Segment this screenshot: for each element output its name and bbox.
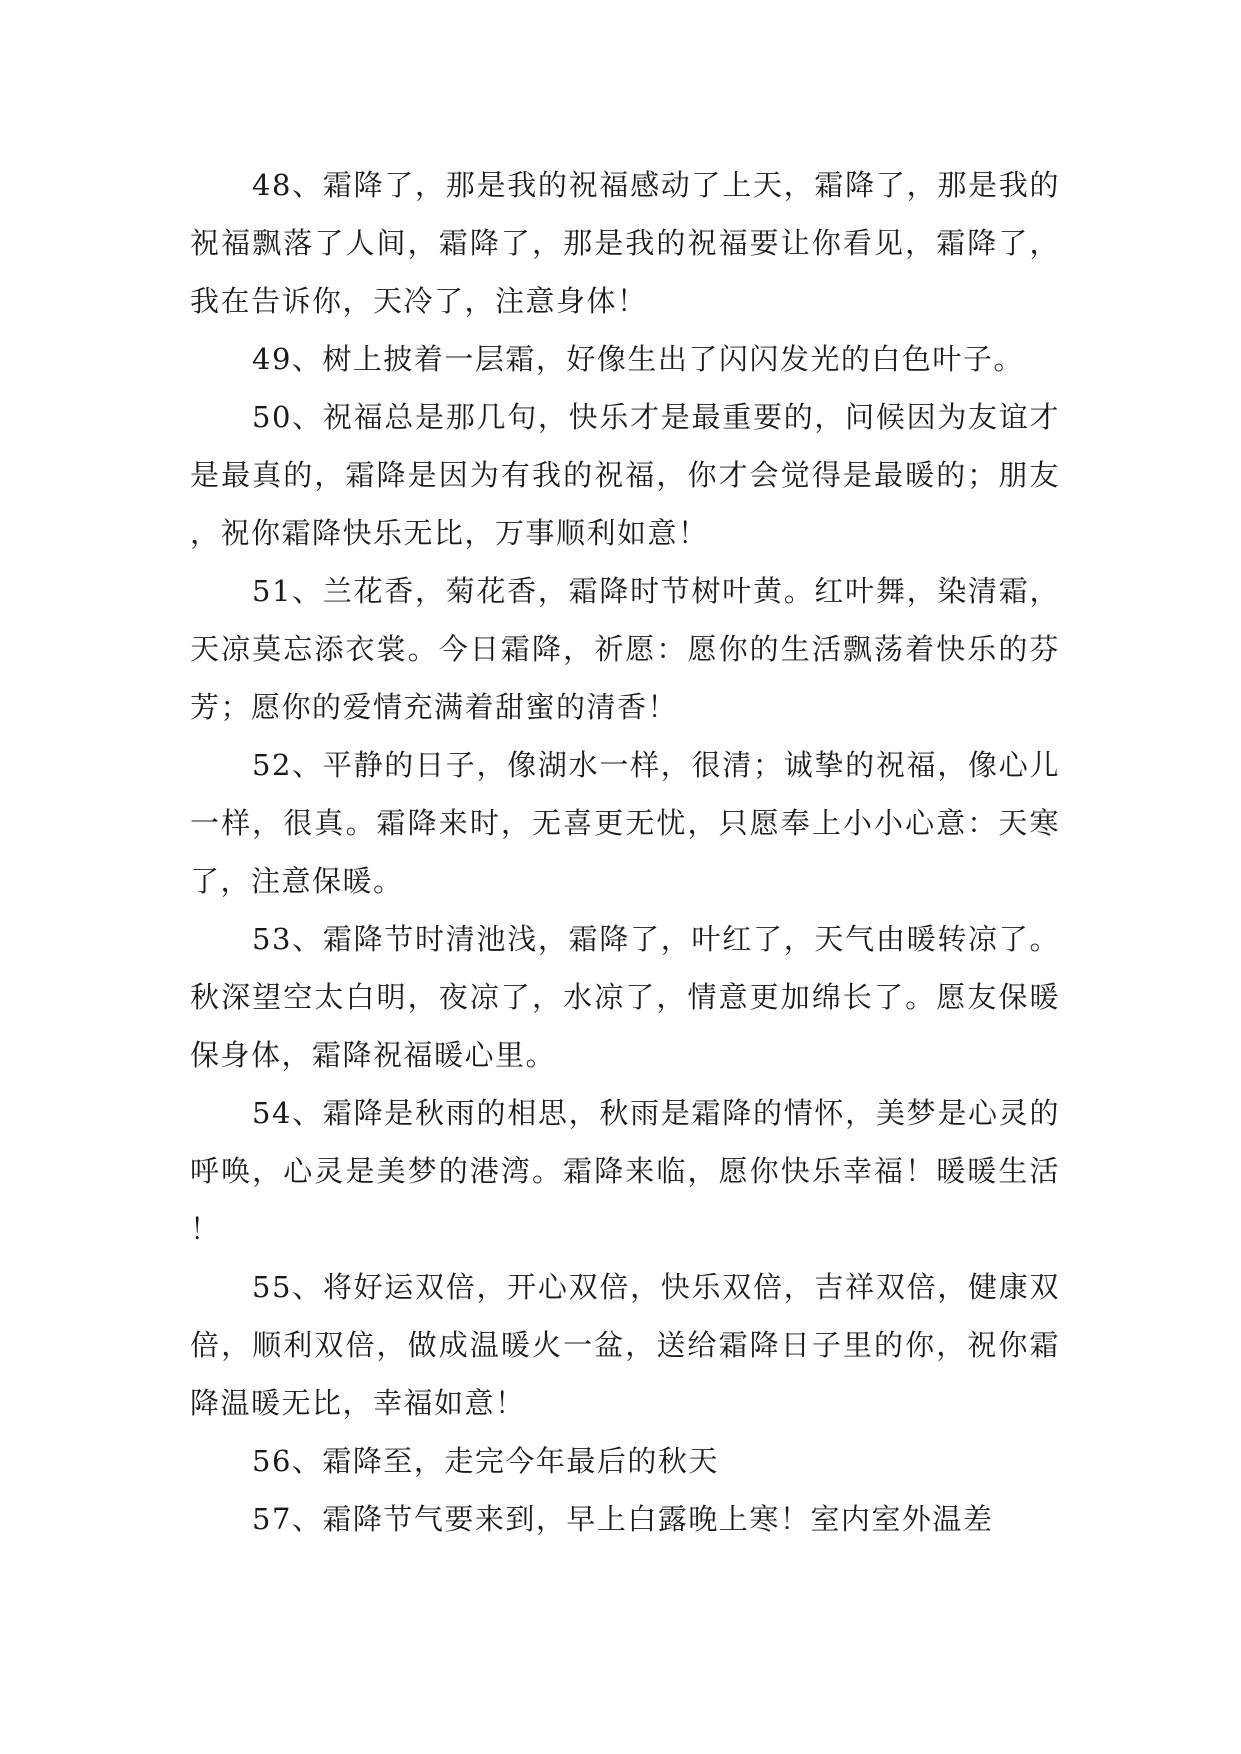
paragraph-53: 53、霜降节时清池浅，霜降了，叶红了，天气由暖转凉了。秋深望空太白明，夜凉了，水凉了，情意更加绵长了。愿友保暖保身体，霜降祝福暖心里。 bbox=[190, 922, 1060, 1072]
paragraph-55: 55、将好运双倍，开心双倍，快乐双倍，吉祥双倍，健康双倍，顺利双倍，做成温暖火一盆，送给霜降日子里的你，祝你霜降温暖无比，幸福如意！ bbox=[190, 1270, 1060, 1420]
document-body bbox=[190, 156, 1060, 1548]
paragraph-50: 50、祝福总是那几句，快乐才是最重要的，问候因为友谊才是最真的，霜降是因为有我的祝福，你才会觉得是最暖的；朋友，祝你霜降快乐无比，万事顺利如意！ bbox=[190, 400, 1060, 550]
paragraph-54: 54、霜降是秋雨的相思，秋雨是霜降的情怀，美梦是心灵的呼唤，心灵是美梦的港湾。霜降来临，愿你快乐幸福！暖暖生活！ bbox=[190, 1096, 1060, 1246]
paragraph-51: 51、兰花香，菊花香，霜降时节树叶黄。红叶舞，染清霜，天凉莫忘添衣裳。今日霜降，祈愿：愿你的生活飘荡着快乐的芬芳；愿你的爱情充满着甜蜜的清香！ bbox=[190, 574, 1060, 724]
paragraph-48: 48、霜降了，那是我的祝福感动了上天，霜降了，那是我的祝福飘落了人间，霜降了，那是我的祝福要让你看见，霜降了，我在告诉你，天冷了，注意身体！ bbox=[190, 168, 1060, 318]
paragraph-57: 57、霜降节气要来到，早上白露晚上寒！室内室外温差 bbox=[252, 1502, 994, 1536]
paragraph-49: 49、树上披着一层霜，好像生出了闪闪发光的白色叶子。 bbox=[252, 342, 1024, 376]
paragraph-52: 52、平静的日子，像湖水一样，很清；诚挚的祝福，像心儿一样，很真。霜降来时，无喜更无忧，只愿奉上小小心意：天寒了，注意保暖。 bbox=[190, 748, 1060, 898]
paragraph-56: 56、霜降至，走完今年最后的秋天 bbox=[252, 1444, 719, 1478]
